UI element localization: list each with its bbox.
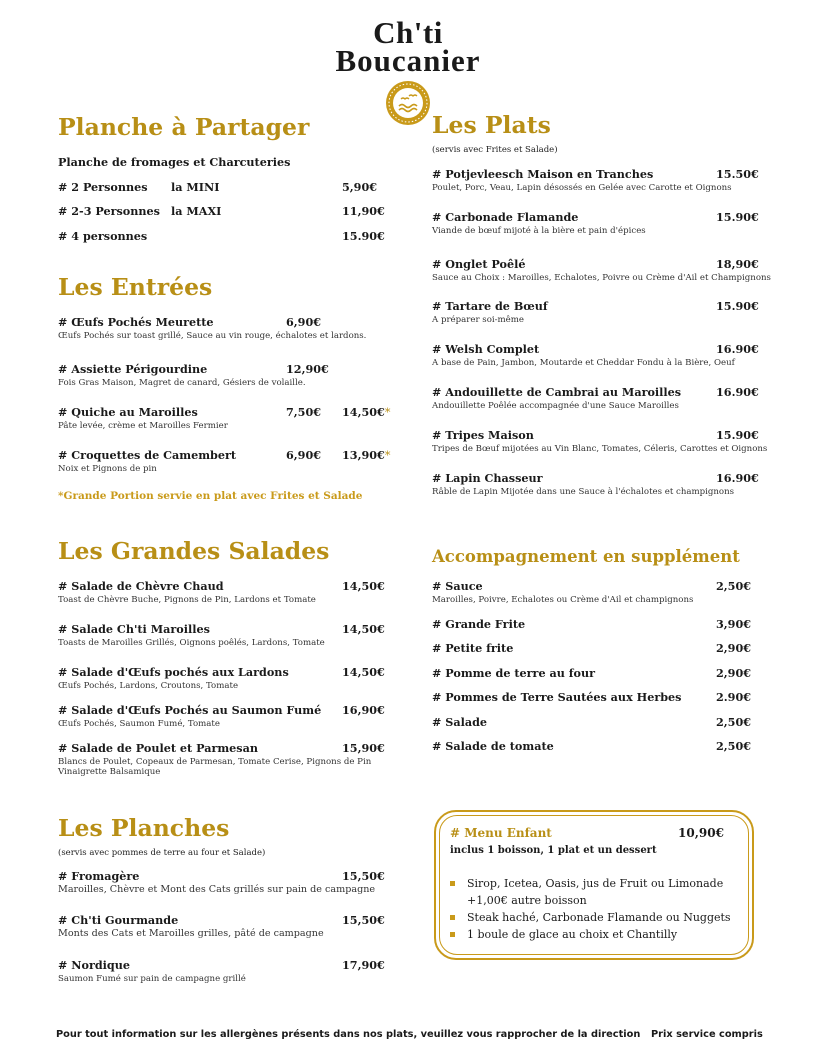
accompagnement-price: 2,90€ — [716, 666, 752, 680]
list-item: Sirop, Icetea, Oasis, jus de Fruit ou Limonade +1,00€ autre boisson — [450, 875, 731, 909]
menu-item-accompagnement: # Petite frite — [432, 641, 514, 655]
entree-price: 6,90€ — [286, 315, 322, 329]
salade-price: 14,50€ — [342, 665, 385, 679]
salade-price: 16,90€ — [342, 703, 385, 717]
planche-item-price: 17,90€ — [342, 958, 385, 972]
planche-price: 11,90€ — [342, 204, 385, 218]
menu-item-salade: # Salade Ch'ti Maroilles Toasts de Maroilles Grillés, Oignons poêlés, Lardons, Tomate — [58, 622, 325, 648]
menu-enfant-title: # Menu Enfant — [450, 826, 552, 840]
square-bullet-icon — [450, 881, 455, 886]
menu-item-entree: # Quiche au Maroilles Pâte levée, crème et Maroilles Fermier — [58, 405, 228, 431]
list-item: 1 boule de glace au choix et Chantilly — [450, 926, 731, 943]
menu-item-entree: # Œufs Pochés Meurette Œufs Pochés sur toast grillé, Sauce au vin rouge, échalotes et lardons. — [58, 315, 367, 341]
planche-row: # 2-3 Personnes — [58, 204, 160, 218]
service-footer: Prix service compris — [651, 1029, 763, 1040]
entree-price-large: 13,90€* — [342, 448, 391, 462]
menu-item-plat: # Lapin Chasseur Râble de Lapin Mijotée dans une Sauce à l'échalotes et champignons — [432, 471, 735, 497]
salade-price: 14,50€ — [342, 579, 385, 593]
grande-portion-note: *Grande Portion servie en plat avec Frites et Salade — [58, 490, 363, 502]
plat-price: 16.90€ — [716, 342, 759, 356]
grande-portion-star: * — [384, 449, 391, 462]
menu-item-planche: # Nordique Saumon Fumé sur pain de campagne grillé — [58, 958, 246, 984]
section-title-planches: Les Planches — [58, 814, 230, 842]
planche-price: 5,90€ — [342, 180, 378, 194]
planche-item-price: 15,50€ — [342, 869, 385, 883]
section-title-entrees: Les Entrées — [58, 273, 213, 301]
menu-enfant-list — [450, 875, 731, 943]
list-item: Steak haché, Carbonade Flamande ou Nuggets — [450, 909, 731, 926]
accompagnement-price: 2,50€ — [716, 579, 752, 593]
grande-portion-star: * — [384, 406, 391, 419]
menu-enfant-price: 10,90€ — [678, 826, 724, 840]
menu-item-plat: # Onglet Poêlé Sauce au Choix : Maroilles, Echalotes, Poivre ou Crème d'Ail et Champignons — [432, 257, 771, 283]
logo-line-2: Boucanier — [335, 43, 481, 78]
entree-price-large: 14,50€* — [342, 405, 391, 419]
planche-price: 15.90€ — [342, 229, 385, 243]
accompagnement-price: 2.90€ — [716, 690, 752, 704]
plat-price: 15.90€ — [716, 428, 759, 442]
salade-price: 15,90€ — [342, 741, 385, 755]
planche-row: # 2 Personnes — [58, 180, 148, 194]
plat-price: 15.50€ — [716, 167, 759, 181]
salade-price: 14,50€ — [342, 622, 385, 636]
menu-item-entree: # Croquettes de Camembert Noix et Pignons de pin — [58, 448, 237, 474]
square-bullet-icon — [450, 915, 455, 920]
menu-enfant-subtitle: inclus 1 boisson, 1 plat et un dessert — [450, 845, 657, 856]
section-title-salades: Les Grandes Salades — [58, 537, 330, 565]
menu-item-accompagnement: # Grande Frite — [432, 617, 526, 631]
menu-item-plat: # Andouillette de Cambrai au Maroilles Andouillette Poêlée accompagnée d'une Sauce Maroilles — [432, 385, 682, 411]
seagull-waves-emblem-icon — [385, 80, 431, 126]
accompagnement-price: 2,50€ — [716, 715, 752, 729]
plat-price: 15.90€ — [716, 210, 759, 224]
restaurant-logo — [300, 15, 516, 115]
logo-line-1: Ch'ti — [373, 15, 443, 50]
planche-item-price: 15,50€ — [342, 913, 385, 927]
menu-item-plat: # Carbonade Flamande Viande de bœuf mijoté à la bière et pain d'épices — [432, 210, 646, 236]
menu-item-plat: # Tartare de Bœuf A préparer soi-même — [432, 299, 548, 325]
menu-item-plat: # Potjevleesch Maison en Tranches Poulet, Porc, Veau, Lapin désossés en Gelée avec Carotte et Oignons — [432, 167, 732, 193]
accompagnement-price: 3,90€ — [716, 617, 752, 631]
accompagnement-price: 2,50€ — [716, 739, 752, 753]
plat-price: 18,90€ — [716, 257, 759, 271]
planche-subtitle: Planche de fromages et Charcuteries — [58, 155, 291, 169]
entree-price: 6,90€ — [286, 448, 322, 462]
menu-item-salade: # Salade de Poulet et Parmesan Blancs de Poulet, Copeaux de Parmesan, Tomate Cerise, Pignons de Pin Vinaigrette Balsamique — [58, 741, 372, 777]
menu-item-accompagnement: # Salade de tomate — [432, 739, 554, 753]
section-title-accompagnement: Accompagnement en supplément — [432, 547, 740, 566]
entree-price: 7,50€ — [286, 405, 322, 419]
allergens-footer: Pour tout information sur les allergènes présents dans nos plats, veuillez vous rapprocher de la direction — [56, 1029, 641, 1040]
menu-item-salade: # Salade d'Œufs pochés aux Lardons Œufs Pochés, Lardons, Croutons, Tomate — [58, 665, 289, 691]
square-bullet-icon — [450, 932, 455, 937]
plat-price: 16.90€ — [716, 385, 759, 399]
menu-item-salade: # Salade d'Œufs Pochés au Saumon Fumé Œufs Pochés, Saumon Fumé, Tomate — [58, 703, 322, 729]
menu-item-accompagnement: # Salade — [432, 715, 488, 729]
plat-price: 15.90€ — [716, 299, 759, 313]
plats-note: (servis avec Frites et Salade) — [432, 145, 558, 155]
menu-item-entree: # Assiette Périgourdine Fois Gras Maison, Magret de canard, Gésiers de volaille. — [58, 362, 306, 388]
section-title-plats: Les Plats — [432, 111, 551, 139]
menu-item-accompagnement: # Pommes de Terre Sautées aux Herbes — [432, 690, 682, 704]
planche-row: # 4 personnes — [58, 229, 148, 243]
accompagnement-price: 2,90€ — [716, 641, 752, 655]
menu-item-accompagnement: # Pomme de terre au four — [432, 666, 596, 680]
menu-item-planche: # Ch'ti Gourmande Monts des Cats et Maroilles grilles, pâté de campagne — [58, 913, 324, 939]
menu-item-plat: # Tripes Maison Tripes de Bœuf mijotées au Vin Blanc, Tomates, Céleris, Carottes et Oignons — [432, 428, 768, 454]
planche-size: la MAXI — [171, 204, 222, 218]
planche-size: la MINI — [171, 180, 220, 194]
entree-price: 12,90€ — [286, 362, 329, 376]
menu-item-plat: # Welsh Complet A base de Pain, Jambon, Moutarde et Cheddar Fondu à la Bière, Oeuf — [432, 342, 735, 368]
plat-price: 16.90€ — [716, 471, 759, 485]
section-title-planche: Planche à Partager — [58, 113, 310, 141]
menu-item-salade: # Salade de Chèvre Chaud Toast de Chèvre Buche, Pignons de Pin, Lardons et Tomate — [58, 579, 316, 605]
menu-item-planche: # Fromagère Maroilles, Chèvre et Mont des Cats grillés sur pain de campagne — [58, 869, 376, 895]
planches-note: (servis avec pommes de terre au four et Salade) — [58, 848, 266, 858]
menu-item-accompagnement: # Sauce Maroilles, Poivre, Echalotes ou Crème d'Ail et champignons — [432, 579, 694, 605]
